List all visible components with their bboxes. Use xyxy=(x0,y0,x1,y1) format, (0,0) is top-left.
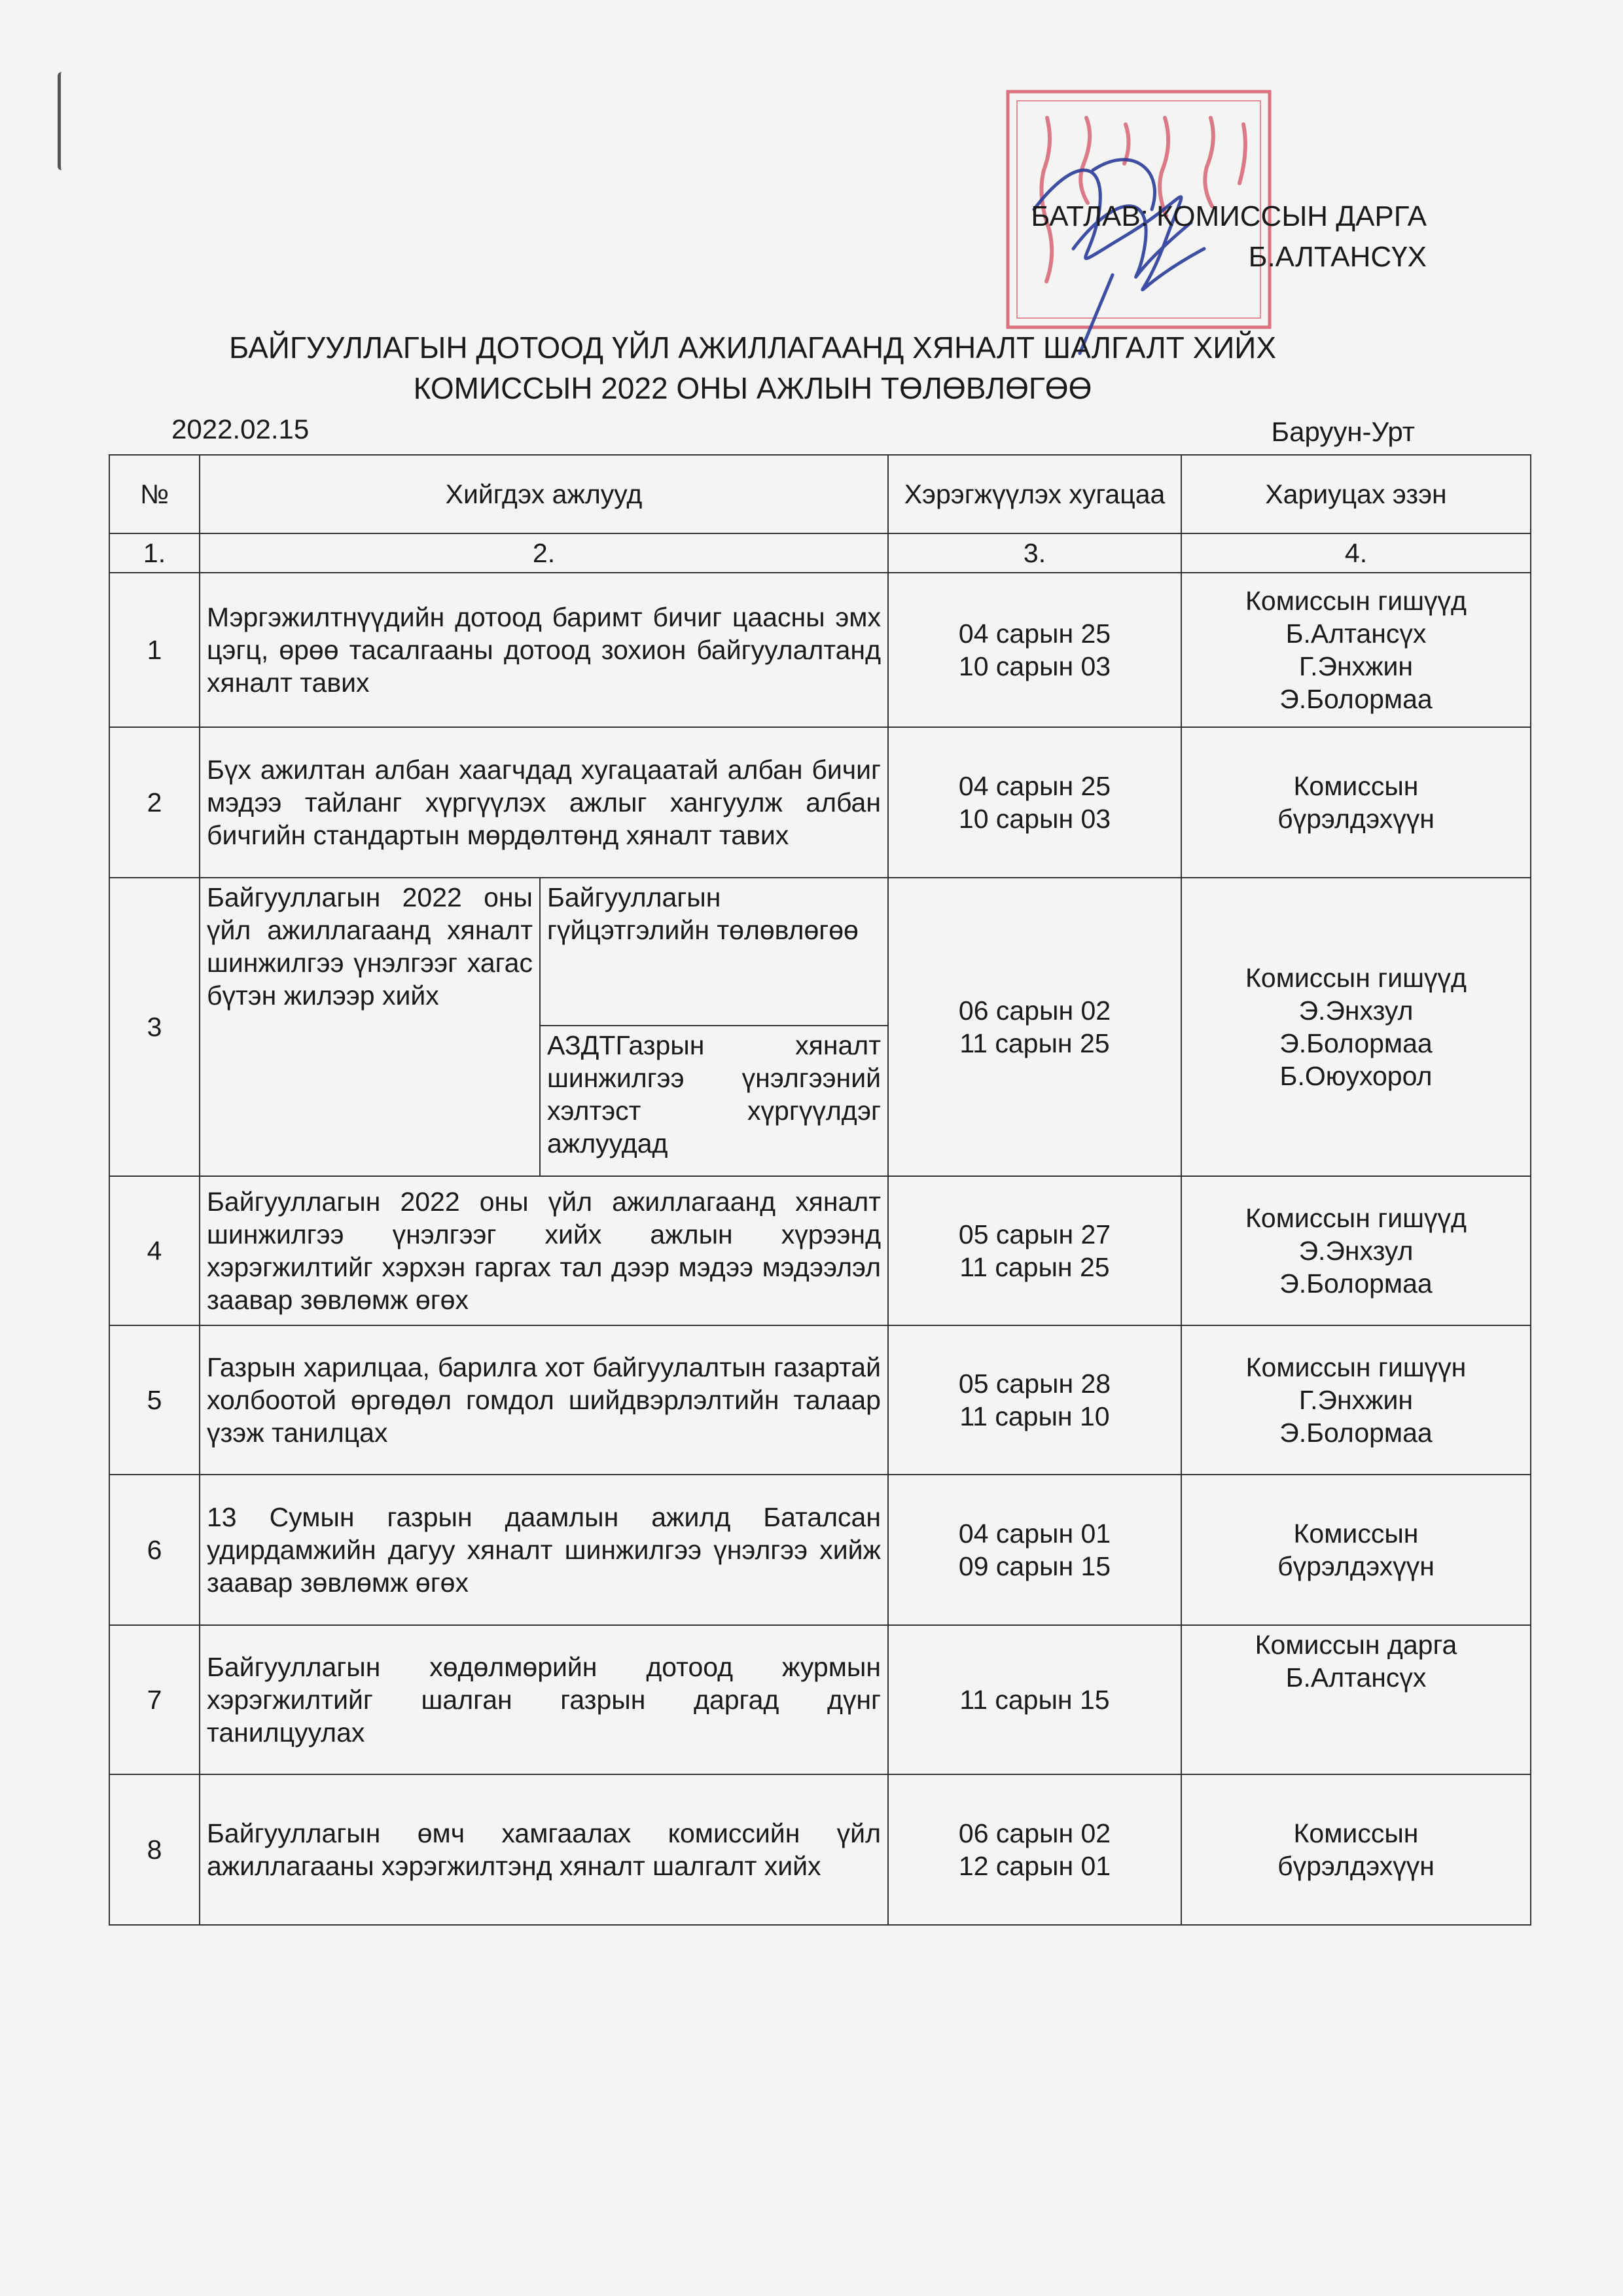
deadline-line: 04 сарын 25 xyxy=(958,619,1111,649)
responsible-line: Комиссын гишүүд xyxy=(1245,1203,1467,1233)
work-plan-table xyxy=(109,454,1531,1926)
document-title xyxy=(131,327,1374,408)
deadline-line: 06 сарын 02 xyxy=(958,996,1111,1026)
index-cell: 3. xyxy=(888,533,1181,573)
row-deadline xyxy=(888,1176,1181,1325)
row-responsible xyxy=(1181,878,1531,1176)
row-deadline xyxy=(888,1475,1181,1625)
responsible-line: Б.Алтансүх xyxy=(1285,1662,1427,1693)
row-number: 7 xyxy=(109,1625,200,1774)
responsible-line: Комиссын гишүүд xyxy=(1245,963,1467,993)
table-row xyxy=(109,878,1531,1026)
row-responsible xyxy=(1181,1475,1531,1625)
index-cell: 2. xyxy=(200,533,888,573)
table-index-row xyxy=(109,533,1531,573)
responsible-line: Г.Энхжин xyxy=(1298,651,1414,681)
document-date: 2022.02.15 xyxy=(171,414,310,444)
document-place: Баруун-Урт xyxy=(1271,416,1415,447)
row-task: Газрын харилцаа, барилга хот байгуулалтын газартай холбоотой өргөдөл гомдол шийдвэрлэлтийн талаар үзэж танилцах xyxy=(200,1325,888,1475)
row-number: 5 xyxy=(109,1325,200,1475)
responsible-line: бүрэлдэхүүн xyxy=(1277,1851,1435,1881)
row-deadline xyxy=(888,878,1181,1176)
deadline-line: 05 сарын 27 xyxy=(958,1219,1111,1249)
table-row xyxy=(109,727,1531,878)
responsible-line: бүрэлдэхүүн xyxy=(1277,804,1435,834)
row-deadline xyxy=(888,1625,1181,1774)
row-task: Бүх ажилтан албан хаагчдад хугацаатай албан бичиг мэдээ тайланг хүргүүлэх ажлыг хангуулж албан бичгийн стандартын мөрдөлтөнд хяналт тавих xyxy=(200,727,888,878)
staple-mark xyxy=(58,72,69,170)
title-line-1: БАЙГУУЛЛАГЫН ДОТООД ҮЙЛ АЖИЛЛАГААНД ХЯНАЛТ ШАЛГАЛТ ХИЙХ xyxy=(228,331,1277,365)
responsible-line: Б.Алтансүх xyxy=(1285,619,1427,649)
responsible-line: Комиссын гишүүд xyxy=(1245,586,1467,616)
row-responsible xyxy=(1181,1325,1531,1475)
row-deadline xyxy=(888,1774,1181,1925)
row-task: 13 Сумын газрын даамлын ажилд Баталсан удирдамжийн дагуу хяналт шинжилгээ үнэлгээ хийж заавар зөвлөмж өгөх xyxy=(200,1475,888,1625)
row-subtask: АЗДТГазрын хяналт шинжилгээ үнэлгээний хэлтэст хүргүүлдэг ажлуудад xyxy=(540,1026,888,1176)
table-row xyxy=(109,1625,1531,1774)
row-responsible xyxy=(1181,1774,1531,1925)
responsible-line: Э.Болормаа xyxy=(1279,1418,1433,1448)
responsible-line: Комиссын xyxy=(1293,1518,1419,1549)
row-number: 4 xyxy=(109,1176,200,1325)
deadline-line: 11 сарын 25 xyxy=(959,1028,1110,1058)
table-header-row xyxy=(109,455,1531,533)
responsible-line: Комиссын гишүүн xyxy=(1245,1352,1467,1382)
deadline-line: 11 сарын 15 xyxy=(959,1685,1110,1715)
row-task: Мэргэжилтнүүдийн дотоод баримт бичиг цаасны эмх цэгц, өрөө тасалгааны дотоод зохион байгуулалтанд хяналт тавих xyxy=(200,573,888,727)
deadline-line: 12 сарын 01 xyxy=(958,1851,1111,1881)
table-row xyxy=(109,573,1531,727)
title-line-2: КОМИССЫН 2022 ОНЫ АЖЛЫН ТӨЛӨВЛӨГӨӨ xyxy=(413,371,1092,405)
row-responsible xyxy=(1181,1625,1531,1774)
index-cell: 1. xyxy=(109,533,200,573)
deadline-line: 06 сарын 02 xyxy=(958,1818,1111,1848)
row-task: Байгууллагын 2022 оны үйл ажиллагаанд хяналт шинжилгээ үнэлгээг хийх ажлын хүрээнд хэрэгжилтийг хэрхэн гаргах тал дээр мэдээ мэдээлэл заавар зөвлөмж өгөх xyxy=(200,1176,888,1325)
responsible-line: Комиссын xyxy=(1293,1818,1419,1848)
row-deadline xyxy=(888,727,1181,878)
responsible-line: Э.Болормаа xyxy=(1279,1268,1433,1299)
row-number: 1 xyxy=(109,573,200,727)
deadline-line: 10 сарын 03 xyxy=(958,804,1111,834)
row-responsible xyxy=(1181,1176,1531,1325)
row-number: 2 xyxy=(109,727,200,878)
deadline-line: 10 сарын 03 xyxy=(958,651,1111,681)
responsible-line: Э.Болормаа xyxy=(1279,1028,1433,1058)
deadline-line: 05 сарын 28 xyxy=(958,1369,1111,1399)
responsible-line: Э.Энхзул xyxy=(1298,996,1414,1026)
header-deadline: Хэрэгжүүлэх хугацаа xyxy=(888,455,1181,533)
row-number: 6 xyxy=(109,1475,200,1625)
table-row xyxy=(109,1325,1531,1475)
deadline-line: 09 сарын 15 xyxy=(958,1551,1111,1581)
responsible-line: Б.Оюухорол xyxy=(1279,1061,1433,1091)
row-number: 8 xyxy=(109,1774,200,1925)
deadline-line: 04 сарын 01 xyxy=(958,1518,1111,1549)
header-task: Хийгдэх ажлууд xyxy=(200,455,888,533)
row-number: 3 xyxy=(109,878,200,1176)
row-task: Байгууллагын хөдөлмөрийн дотоод журмын хэрэгжилтийг шалган газрын даргад дүнг танилцуулах xyxy=(200,1625,888,1774)
header-responsible: Хариуцах эзэн xyxy=(1181,455,1531,533)
approval-title: БАТЛАВ: КОМИССЫН ДАРГА xyxy=(1031,200,1427,232)
deadline-line: 11 сарын 10 xyxy=(959,1401,1110,1431)
responsible-line: Комиссын xyxy=(1293,771,1419,801)
row-subtask: Байгууллагын гүйцэтгэлийн төлөвлөгөө xyxy=(540,878,888,1026)
row-deadline xyxy=(888,573,1181,727)
row-responsible xyxy=(1181,727,1531,878)
responsible-line: Г.Энхжин xyxy=(1298,1385,1414,1415)
approval-block xyxy=(1031,196,1427,278)
responsible-line: Комиссын дарга xyxy=(1255,1630,1457,1660)
row-responsible xyxy=(1181,573,1531,727)
deadline-line: 04 сарын 25 xyxy=(958,771,1111,801)
table-row xyxy=(109,1774,1531,1925)
responsible-line: Э.Болормаа xyxy=(1279,684,1433,714)
approver-name: Б.АЛТАНСҮХ xyxy=(1248,241,1427,273)
deadline-line: 11 сарын 25 xyxy=(959,1252,1110,1282)
index-cell: 4. xyxy=(1181,533,1531,573)
row-task: Байгууллагын 2022 оны үйл ажиллагаанд хяналт шинжилгээ үнэлгээг хагас бүтэн жилээр хийх xyxy=(200,878,540,1176)
responsible-line: Э.Энхзул xyxy=(1298,1236,1414,1266)
row-deadline xyxy=(888,1325,1181,1475)
responsible-line: бүрэлдэхүүн xyxy=(1277,1551,1435,1581)
table-row xyxy=(109,1176,1531,1325)
header-no: № xyxy=(109,455,200,533)
table-row xyxy=(109,1475,1531,1625)
row-task: Байгууллагын өмч хамгаалах комиссийн үйл ажиллагааны хэрэгжилтэнд хяналт шалгалт хийх xyxy=(200,1774,888,1925)
